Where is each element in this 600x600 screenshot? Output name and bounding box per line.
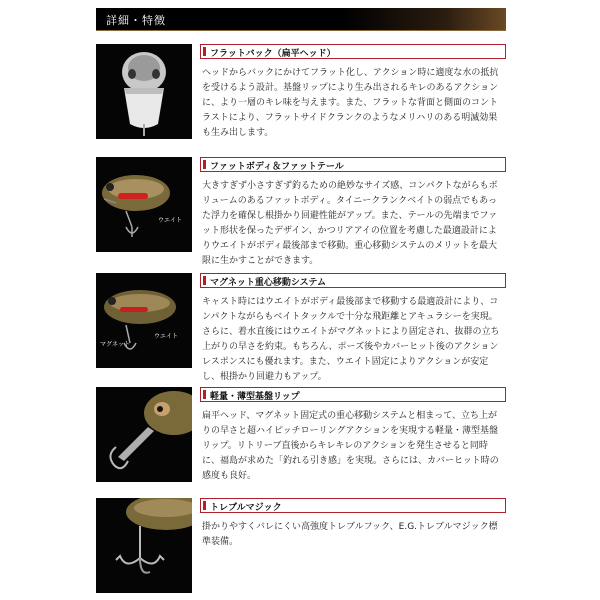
feature-description: ヘッドからバックにかけてフラット化し、アクション時に適度な水の抵抗を受けるよう設計。基盤リップにより生み出されるキレのあるアクションに、より一層のキレ味を与えます。また、フラットな背面と側面のコントラストにより、フラットサイドクランクのようなメリハリのある明滅効果も生み出します。 — [202, 68, 499, 138]
treble-hook-photo — [96, 498, 192, 593]
feature-title-bar — [200, 157, 506, 172]
feature-title-bar — [200, 273, 506, 288]
header-title: 詳細・特徴 — [106, 14, 166, 27]
lure-lip-photo — [96, 387, 192, 482]
feature-title: マグネット重心移動システム — [210, 278, 327, 288]
lure-body-photo — [96, 157, 192, 252]
feature-description: 扁平ヘッド、マグネット固定式の重心移動システムと相まって、立ち上がりの早さと超ハイピッチローリングアクションを実現する軽量・薄型基盤リップ。リトリーブ直後からキレキレのアクションを発生させると同時に、福島が求めた「釣れる引き感」を実現。さらには、カバーヒット時の感度も良好。 — [202, 411, 499, 481]
feature-description: 大きすぎず小さすぎず釣るための絶妙なサイズ感、コンパクトながらもボリュームのあるファットボディ。タイニークランクベイトの弱点でもあった浮力を確保し根掛かり回避性能がアップ。また、テールの先端までファット形状を保ったデザイン、かつリアアイの位置を考慮した最適設計によりウエイトがボディ最後部まで移動。重心移動システムのメリットを最大限に生かすことができます。 — [202, 181, 498, 266]
lure-magnet-photo — [96, 273, 192, 368]
feature-title: トレブルマジック — [210, 503, 282, 513]
feature-title: 軽量・薄型基盤リップ — [210, 392, 300, 402]
feature-title: フラットバック（扁平ヘッド） — [210, 49, 336, 59]
feature-title-bar — [200, 387, 506, 402]
feature-title-bar — [200, 44, 506, 59]
section-header — [96, 8, 506, 31]
weight-label: ウエイト — [158, 217, 183, 224]
feature-description: キャスト時にはウエイトがボディ最後部まで移動する最適設計により、コンパクトながらもベイトタックルで十分な飛距離とアキュラシーを実現。さらに、着水直後にはウエイトがマグネットにより固定され、抜群の立ち上がりの早さを約束。もちろん、ポーズ後やカバーヒット後のアクションレスポンスにも優れます。また、ウエイト固定によりアクションが安定し、根掛かり回避力もアップ。 — [202, 297, 500, 382]
feature-description: 掛かりやすくバレにくい高強度トレブルフック、E.G.トレブルマジック標準装備。 — [202, 522, 498, 547]
magnet-label: マグネット — [100, 341, 130, 348]
feature-title-bar — [200, 498, 506, 513]
feature-title: ファットボディ＆ファットテール — [210, 162, 344, 172]
lure-head-photo — [96, 44, 192, 139]
weight-label: ウエイト — [154, 333, 179, 340]
